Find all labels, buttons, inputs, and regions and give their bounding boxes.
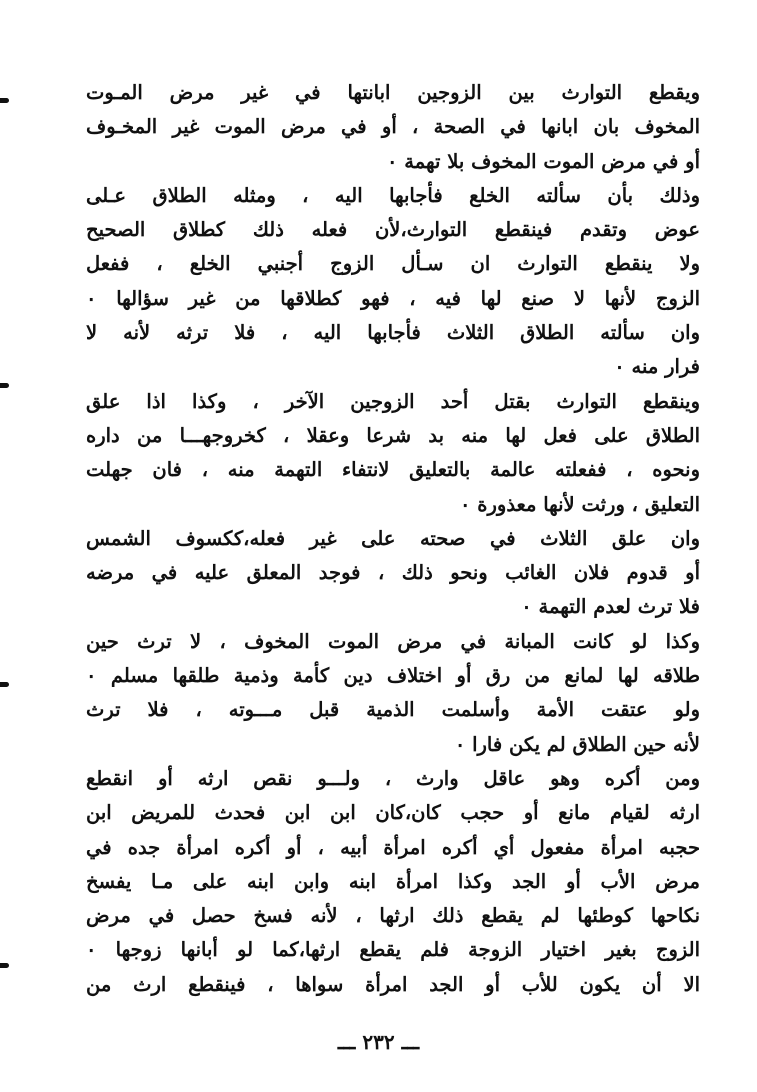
text-line: المخوف بان ابانها في الصحة ، أو في مرض الموت غير المخـوف (86, 115, 700, 139)
text-line: ويقطع التوارث بين الزوجين ابانتها في غير مرض المـوت (86, 81, 700, 104)
margin-mark (0, 383, 9, 388)
text-line: وكذا لو كانت المبانة في مرض الموت المخوف ، لا ترث حين (86, 629, 700, 653)
page-number: ـــ ٢٣٢ ـــ (337, 1030, 420, 1054)
text-line: طلاقه لها لمانع من رق أو اختلاف دين كأمة وذمية طلقها مسلم ٠ (86, 664, 700, 688)
margin-mark (0, 98, 9, 103)
text-line: ومن أكره وهو عاقل وارث ، ولـــو نقص ارثه أو انقطع (86, 766, 700, 790)
text-line: التعليق ، ورثت لأنها معذورة ٠ (460, 492, 700, 516)
text-line: ولو عتقت الأمة وأسلمت الذمية قبل مـــوته ، فلا ترث (86, 698, 700, 722)
text-line: عوض وتقدم فينقطع التوارث،لأن فعله ذلك كطلاق الصحيح (86, 218, 700, 242)
text-line: الزوج لأنها لا صنع لها فيه ، فهو كطلاقها من غير سؤالها ٠ (86, 286, 700, 310)
text-line: حجبه امرأة مفعول أي أكره امرأة أبيه ، أو أكره امرأة جده في (86, 835, 700, 859)
text-line: الزوج بغير اختيار الزوجة فلم يقطع ارثها،كما لو أبانها زوجها ٠ (86, 938, 700, 962)
text-line: مرض الأب أو الجد وكذا امرأة ابنه وابن ابنه على مـا يفسخ (86, 869, 700, 893)
text-line: وينقطع التوارث بقتل أحد الزوجين الآخر ، وكذا اذا علق (86, 389, 700, 413)
margin-mark (0, 963, 9, 968)
text-line: نكاحها كوطئها لم يقطع ذلك ارثها ، لأنه فسخ حصل في مرض (86, 904, 700, 928)
body-text (86, 76, 700, 1002)
margin-mark (0, 682, 9, 687)
text-line: ولا ينقطع التوارث ان سـأل الزوج أجنبي الخلع ، ففعل (86, 252, 700, 276)
text-line: أو في مرض الموت المخوف بلا تهمة ٠ (387, 149, 700, 173)
text-line: فلا ترث لعدم التهمة ٠ (521, 595, 700, 619)
text-line: أو قدوم فلان الغائب ونحو ذلك ، فوجد المعلق عليه في مرضه (86, 561, 700, 585)
text-line: وذلك بأن سألته الخلع فأجابها اليه ، ومثله الطلاق عـلى (86, 183, 700, 207)
text-line: الا أن يكون للأب أو الجد امرأة سواها ، فينقطع ارث من (86, 972, 700, 996)
text-line: لأنه حين الطلاق لم يكن فارا ٠ (454, 732, 700, 756)
text-line: ونحوه ، ففعلته عالمة بالتعليق لانتفاء التهمة منه ، فان جهلت (86, 458, 700, 482)
text-line: الطلاق على فعل لها منه بد شرعا وعقلا ، كخروجهـــا من داره (86, 423, 700, 447)
text-line: وان علق الثلاث في صحته على غير فعله،ككسوف الشمس (86, 526, 700, 550)
text-line: ارثه لقيام مانع أو حجب كان،كان ابن ابن فحدث للمريض ابن (86, 801, 700, 825)
text-line: وان سألته الطلاق الثلاث فأجابها اليه ، فلا ترثه لأنه لا (86, 321, 700, 345)
text-line: فرار منه ٠ (614, 355, 700, 379)
